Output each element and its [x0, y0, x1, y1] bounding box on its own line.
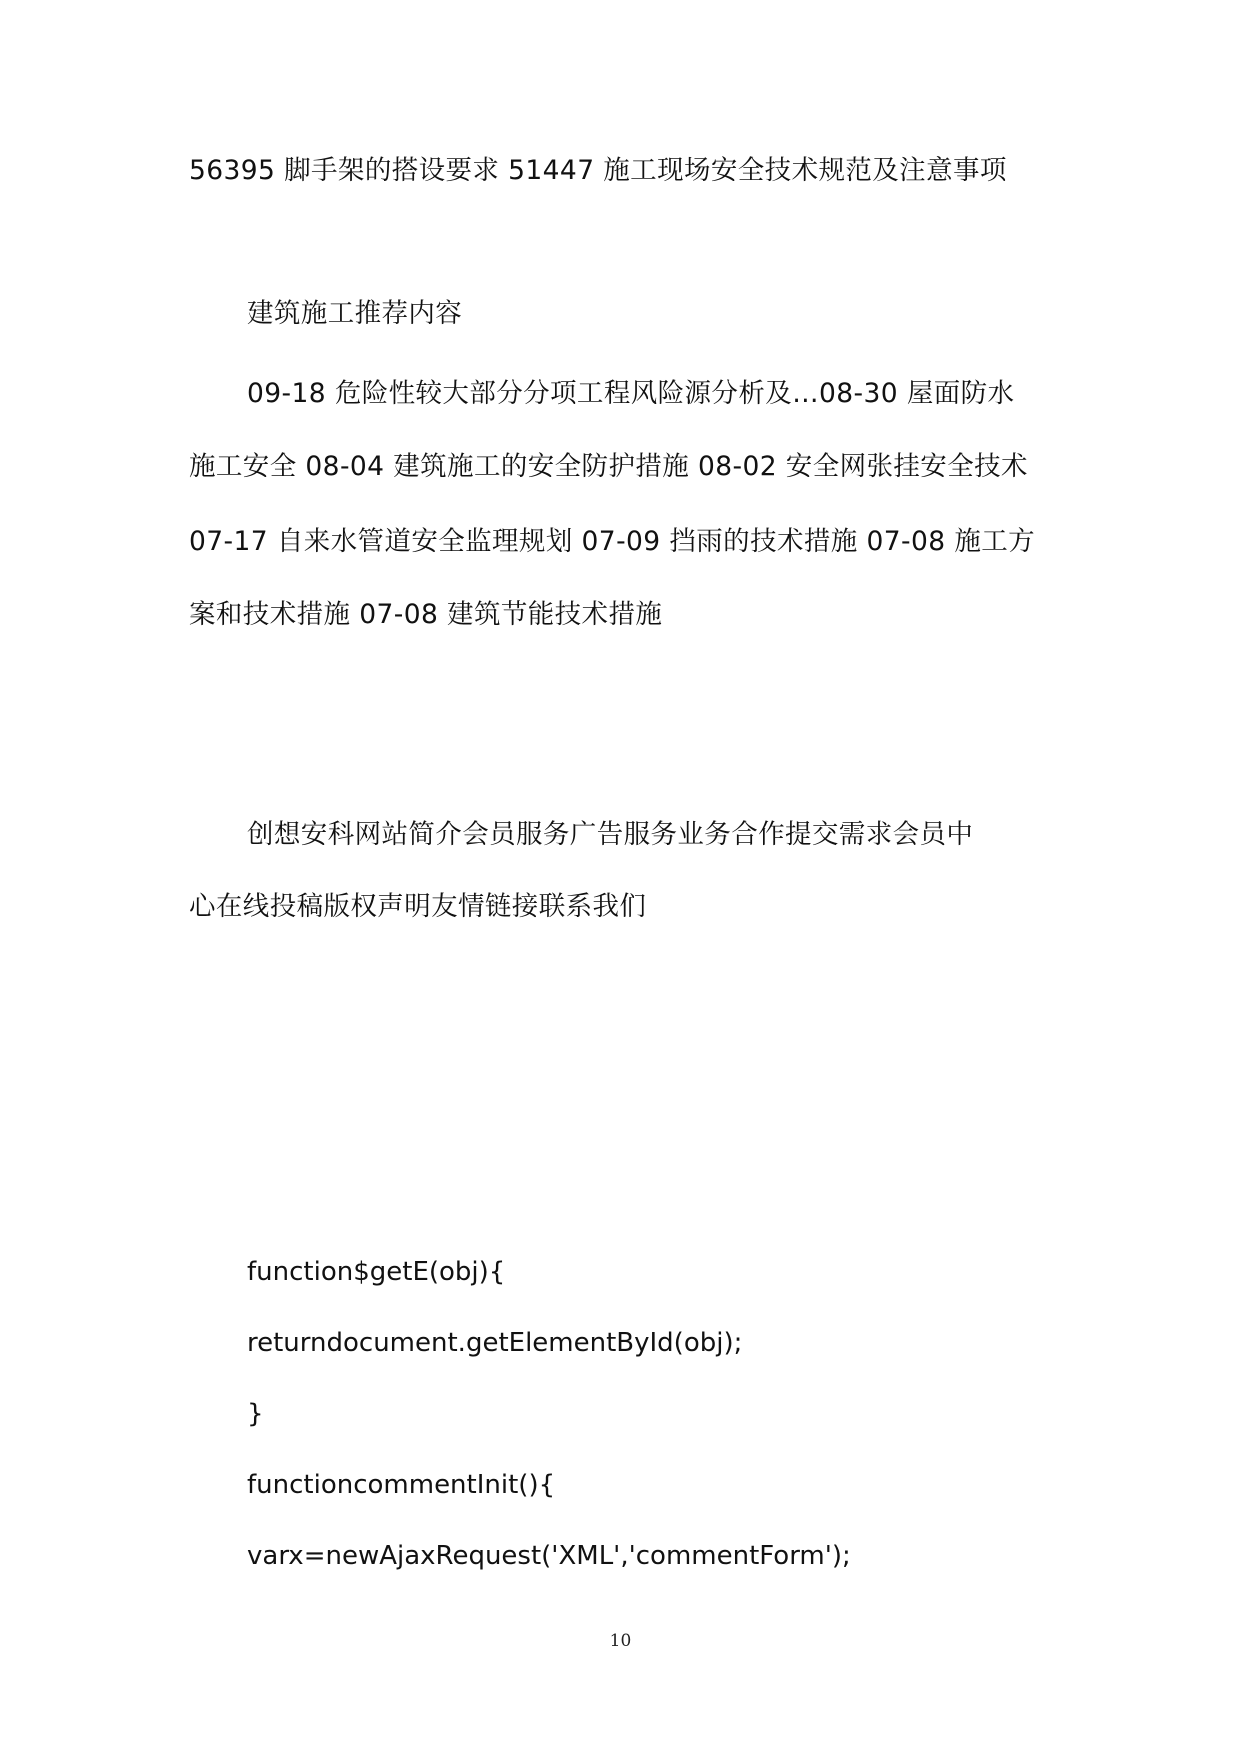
site-links-line-1: 创想安科网站简介会员服务广告服务业务合作提交需求会员中	[247, 819, 974, 850]
code-line-5: varx=newAjaxRequest('XML','commentForm');	[247, 1541, 851, 1571]
code-line-3: }	[247, 1399, 264, 1429]
site-links-line-2: 心在线投稿版权声明友情链接联系我们	[189, 891, 647, 922]
recommended-line-1: 09-18 危险性较大部分分项工程风险源分析及…08-30 屋面防水	[247, 378, 1015, 409]
page-number: 10	[609, 1631, 632, 1651]
recommended-line-2: 施工安全 08-04 建筑施工的安全防护措施 08-02 安全网张挂安全技术	[189, 451, 1028, 482]
code-line-4: functioncommentInit(){	[247, 1470, 556, 1500]
code-line-1: function$getE(obj){	[247, 1257, 506, 1287]
article-links-line: 56395 脚手架的搭设要求 51447 施工现场安全技术规范及注意事项	[189, 155, 1007, 186]
recommended-heading: 建筑施工推荐内容	[247, 298, 463, 329]
code-line-2: returndocument.getElementById(obj);	[247, 1328, 743, 1358]
recommended-line-4: 案和技术措施 07-08 建筑节能技术措施	[189, 599, 663, 630]
recommended-line-3: 07-17 自来水管道安全监理规划 07-09 挡雨的技术措施 07-08 施工方	[189, 526, 1036, 557]
